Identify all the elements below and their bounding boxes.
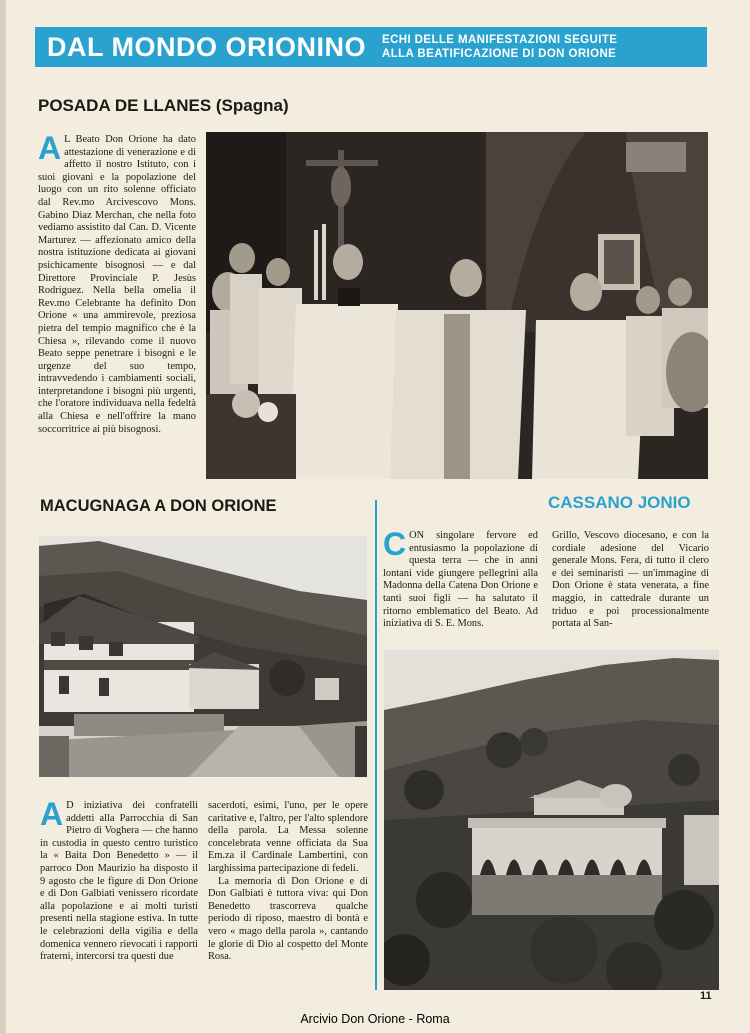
cassano-article-col1	[383, 530, 538, 642]
macugnaga-article-col1	[40, 800, 198, 990]
posada-photo	[206, 132, 708, 479]
page-number: 11	[700, 990, 712, 1002]
cassano-dropcap: C	[383, 530, 407, 562]
macugnaga-article-col2	[208, 800, 368, 990]
cassano-photo	[384, 650, 719, 990]
macugnaga-heading: MACUGNAGA A DON ORIONE	[40, 497, 277, 515]
page-edge-shadow	[0, 0, 6, 1033]
posada-article	[38, 134, 196, 484]
banner-subtitle	[382, 33, 617, 61]
macugnaga-photo	[39, 536, 367, 777]
column-divider	[375, 500, 377, 990]
posada-dropcap: A	[38, 134, 62, 166]
cassano-article-col2	[552, 530, 709, 642]
macugnaga-text-col2-p1: sacerdoti, esimi, l'uno, per le opere caritative e, l'altro, per l'alto splendore della parola. La Messa solenne concelebrata venne officiata da Sua Em.za il Cardinale Lambertini, con larghissima partecipazione di fedeli.	[208, 800, 368, 874]
cassano-text-col1: ON singolare fervore ed entusiasmo la popolazione di questa terra — che in anni lontani vide giungere pellegrini alla Madonna della Catena Don Orione e tanti suoi figli — ha salutato il ritorno emblematico del Beato. Ad iniziativa di S. E. Mons.	[383, 530, 538, 630]
cassano-text-col2: Grillo, Vescovo diocesano, e con la cordiale adesione del Vicario generale Mons. Fera, di tutto il clero e dei seminaristi — un'immagine di Don Orione è stata venerata, a fine maggio, in cattedrale durante un triduo e poi processionalmente portata al San-	[552, 530, 709, 630]
banner-subtitle-line1: ECHI DELLE MANIFESTAZIONI SEGUITE	[382, 34, 618, 46]
posada-text: L Beato Don Orione ha dato attestazione di venerazione e di affetto il nostro Istituto, con i suoi giovani e la popolazione del luogo con un rito solenne officiato dal Rev.mo Arcivescovo Mons. Gabino Diaz Merchan, che nella foto vediamo assistito dal Can. D. Vicente Marturez — affezionato amico della nostra istituzione dedicata ai giovani psichicamente bisognosi — e dal Direttore Provinciale P. Jesùs Rodriguez. Nella bella omelia il Rev.mo Celebrante ha definito Don Orione « una ammirevole, preziosa pietra del tempio magnifico che è la Chiesa », rilevando come il nuovo Beato seppe penetrare i bisogni e le urgenze del suo tempo, intravvedendo i cambiamenti sociali, interpretandone i bisogni più urgenti, che l'oratore individuava nella fedeltà alla Chiesa e nell'offrire la mano soccorritrice ai più bisognosi.	[38, 134, 196, 435]
section-banner	[35, 27, 707, 67]
banner-subtitle-line2: ALLA BEATIFICAZIONE DI DON ORIONE	[382, 48, 617, 60]
cassano-heading: CASSANO JONIO	[548, 493, 691, 512]
macugnaga-text-col2-p2: La memoria di Don Orione e di Don Galbiati è tuttora viva: qui Don Benedetto trascorreva qualche periodo di riposo, maestro di bontà e vero « mago della parola », cantando le glorie di Dio al cospetto del Monte Rosa.	[208, 875, 368, 963]
macugnaga-text-col1: D iniziativa dei confratelli addetti alla Parrocchia di San Pietro di Voghera — che hanno in custodia in questo centro turistico la « Baita Don Benedetto » — il parroco Don Maurizio ha disposto il 9 agosto che le figure di Don Orione e di Don Galbiati venissero ricordate alla popolazione e ai molti turisti presenti nella stagione estiva. In tutte le celebrazioni della vigilia e della domenica vennero rievocati i rapporti fraterni, intercorsi tra questi due	[40, 800, 198, 963]
banner-title: DAL MONDO ORIONINO	[47, 31, 366, 62]
archive-footer: Arcivio Don Orione - Roma	[300, 1012, 450, 1026]
posada-heading: POSADA DE LLANES (Spagna)	[38, 96, 289, 115]
macugnaga-dropcap: A	[40, 800, 64, 832]
